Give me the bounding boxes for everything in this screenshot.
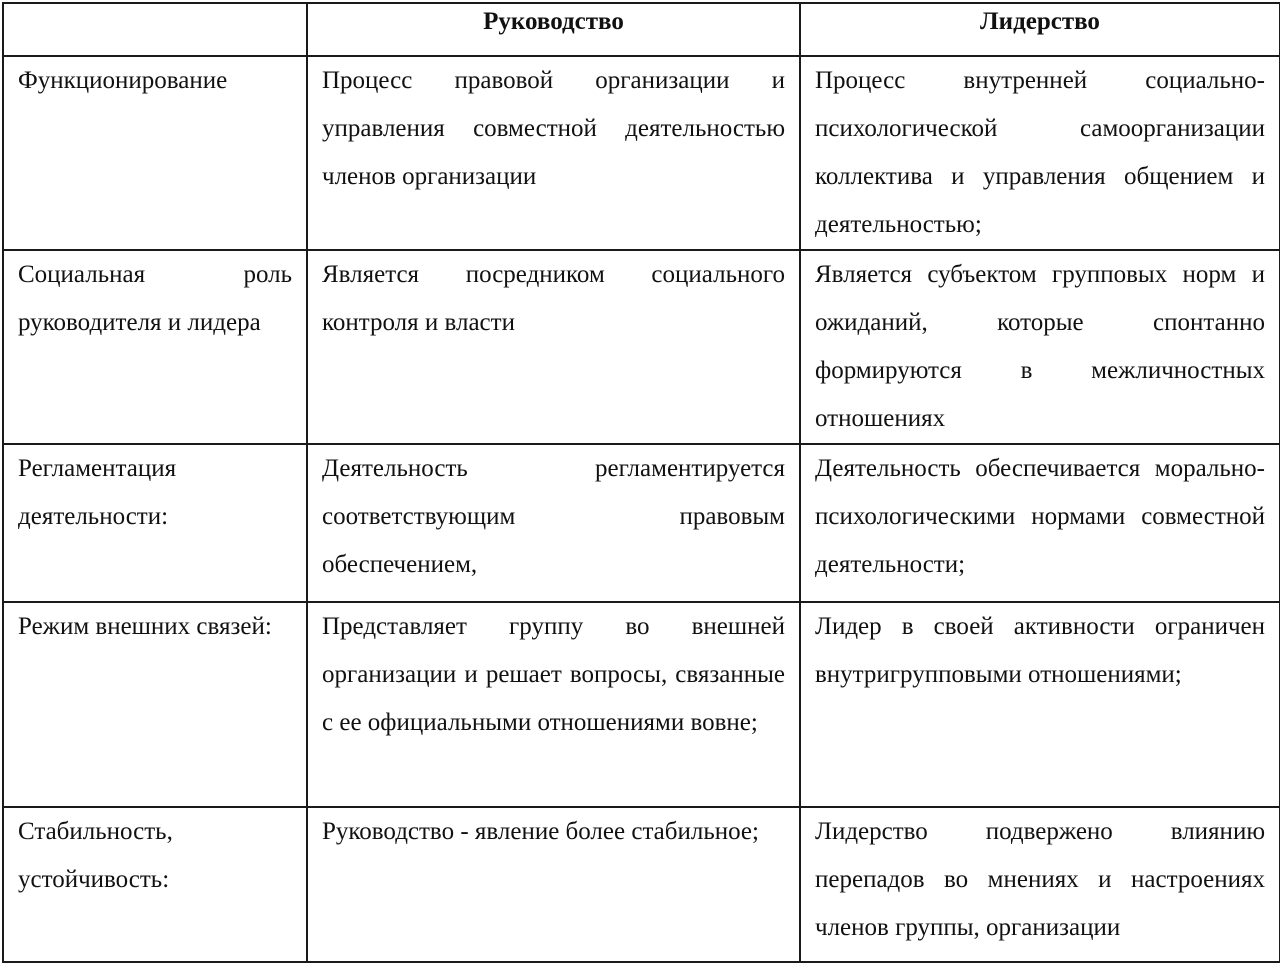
row-label: Регламентация деятельности: bbox=[3, 444, 307, 602]
header-row bbox=[3, 3, 1280, 56]
leadership-cell: Лидер в своей активности ограничен внутригрупповыми отношениями; bbox=[800, 602, 1280, 807]
row-label: Режим внешних связей: bbox=[3, 602, 307, 807]
leadership-cell: Деятельность обеспечивается морально-психологическими нормами совместной деятельности; bbox=[800, 444, 1280, 602]
row-label: Социальная роль руководителя и лидера bbox=[3, 250, 307, 444]
header-empty-cell bbox=[3, 3, 307, 56]
leadership-cell: Является субъектом групповых норм и ожиданий, которые спонтанно формируются в межличностных отношениях bbox=[800, 250, 1280, 444]
table-row bbox=[3, 807, 1280, 962]
table-row bbox=[3, 444, 1280, 602]
table-row bbox=[3, 250, 1280, 444]
management-cell: Руководство - явление более стабильное; bbox=[307, 807, 800, 962]
management-cell: Деятельность регламентируется соответствующим правовым обеспечением, bbox=[307, 444, 800, 602]
comparison-table bbox=[2, 2, 1280, 963]
leadership-cell: Процесс внутренней социально-психологической самоорганизации коллектива и управления общением и деятельностью; bbox=[800, 56, 1280, 250]
management-cell: Процесс правовой организации и управления совместной деятельностью членов организации bbox=[307, 56, 800, 250]
row-label: Стабильность, устойчивость: bbox=[3, 807, 307, 962]
table-row bbox=[3, 602, 1280, 807]
leadership-cell: Лидерство подвержено влиянию перепадов во мнениях и настроениях членов группы, организации bbox=[800, 807, 1280, 962]
header-management: Руководство bbox=[307, 3, 800, 56]
management-cell: Является посредником социального контроля и власти bbox=[307, 250, 800, 444]
header-leadership: Лидерство bbox=[800, 3, 1280, 56]
table-row bbox=[3, 56, 1280, 250]
row-label: Функционирование bbox=[3, 56, 307, 250]
management-cell: Представляет группу во внешней организации и решает вопросы, связанные с ее официальными отношениями вовне; bbox=[307, 602, 800, 807]
